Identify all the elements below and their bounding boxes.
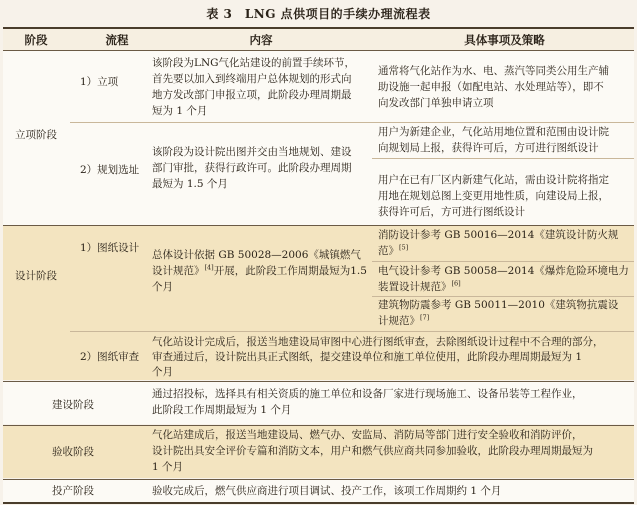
details-line — [378, 313, 429, 330]
content-line: 部门审批，获得行政许可。此阶段办理周期 — [152, 162, 352, 174]
table-header-row — [3, 29, 634, 50]
content-line: 1 个月 — [152, 461, 184, 473]
details-text: 计规范》 — [378, 315, 420, 327]
details-line: 消防设计参考 GB 50016—2014《建筑设计防火规 — [378, 229, 619, 241]
details-line: 建筑物防震参考 GB 50011—2010《建筑物抗震设 — [378, 299, 619, 311]
content-line: 通过招投标，选择具有相关资质的施工单位和设备厂家进行现场施工、设备吊装等工程作业， — [152, 388, 583, 400]
reference-mark: [6] — [451, 279, 461, 288]
content-line: 该阶段为设计院出图并交由当地规划、建设 — [152, 146, 352, 158]
content-line: 气化站建成后，报送当地建设局、燃气办、安监局、消防局等部门进行安全验收和消防评价， — [152, 429, 583, 441]
rule-r3 — [70, 331, 634, 332]
process-approval: 1）立项 — [80, 76, 119, 88]
content-line: 地方发改部门申报立项，此阶段办理周期最 — [152, 89, 352, 101]
process-drawing-design: 1）图纸设计 — [80, 242, 140, 254]
stage-construction-label: 建设阶段 — [52, 399, 94, 411]
content-line: 个月 — [152, 366, 173, 378]
details-line: 用户在已有厂区内新建气化站，需由设计院将指定 — [378, 174, 609, 186]
details-line — [378, 243, 408, 260]
table-caption: 表 3 LNG 点供项目的手续办理流程表 — [206, 7, 431, 21]
details-line — [378, 279, 461, 296]
header-content: 内容 — [249, 33, 273, 47]
content-line: 首先要以加入到终端用户总体规划的形式向 — [152, 73, 352, 85]
content-line: 个月 — [152, 281, 173, 293]
header-stage: 阶段 — [24, 33, 48, 47]
details-line: 向规划局上报，获得许可后，方可进行图纸设计 — [378, 142, 599, 154]
rule-r2-split — [372, 158, 634, 159]
reference-mark: [5] — [399, 243, 409, 252]
content-line: 此阶段工作周期最短为 1 个月 — [152, 404, 292, 416]
content-line: 总体设计依据 GB 50028—2006《城镇燃气 — [152, 249, 361, 261]
details-line: 向发改部门单独申请立项 — [378, 97, 494, 109]
header-details: 具体事项及策略 — [464, 33, 545, 47]
content-line: 最短为 1.5 个月 — [152, 178, 228, 190]
details-line: 助设施一起申报（如配电站、水处理站等），即不 — [378, 81, 604, 93]
details-line: 电气设计参考 GB 50058—2014《爆炸危险环境电力 — [378, 265, 629, 277]
rule-r3-split — [372, 261, 634, 262]
stage-approval-label: 立项阶段 — [15, 129, 57, 141]
content-line: 该阶段为LNG气化站建设的前置手续环节， — [152, 57, 356, 69]
process-site-selection: 2）规划选址 — [80, 164, 140, 176]
content-line: 短为 1 个月 — [152, 105, 208, 117]
rule-r1 — [70, 122, 634, 123]
stage-design-label: 设计阶段 — [15, 270, 57, 282]
details-line: 用户为新建企业，气化站用地位置和范围由设计院 — [378, 126, 609, 138]
reference-mark: [4] — [204, 263, 214, 272]
content-text: 开展，此阶段工作周期最短为1.5 — [213, 265, 367, 277]
content-text: 设计规范》 — [152, 265, 205, 277]
details-line: 通常将气化站作为水、电、蒸汽等同类公用生产辅 — [378, 65, 609, 77]
content-line: 气化站设计完成后，报送当地建设局审图中心进行图纸审查，去除图纸设计过程中不合理的部分， — [152, 336, 604, 348]
stage-production-label: 投产阶段 — [52, 485, 94, 497]
content-line: 设计院出具安全评价专篇和消防文本，用户和燃气供应商共同参加验收，此阶段办理周期最短为 — [152, 445, 593, 457]
content-production: 验收完成后，燃气供应商进行项目调试、投产工作，该项工作周期约 1 个月 — [152, 485, 502, 497]
details-text: 范》 — [378, 245, 399, 257]
process-drawing-review: 2）图纸审查 — [80, 351, 140, 363]
content-line: 审查通过后，设计院出具正式图纸，提交建设单位和施工单位使用，此阶段办理周期最短为 1 — [152, 351, 583, 363]
rule-bottom — [3, 502, 634, 504]
reference-mark: [7] — [420, 313, 430, 322]
header-process: 流程 — [105, 33, 129, 47]
details-text: 装置设计规范》 — [378, 281, 452, 293]
stage-acceptance-label: 验收阶段 — [52, 446, 94, 458]
details-line: 用地在规划总图上变更用地性质，向建设局上报， — [378, 190, 609, 202]
details-line: 获得许可后，方可进行图纸设计 — [378, 206, 525, 218]
content-line — [152, 263, 367, 280]
